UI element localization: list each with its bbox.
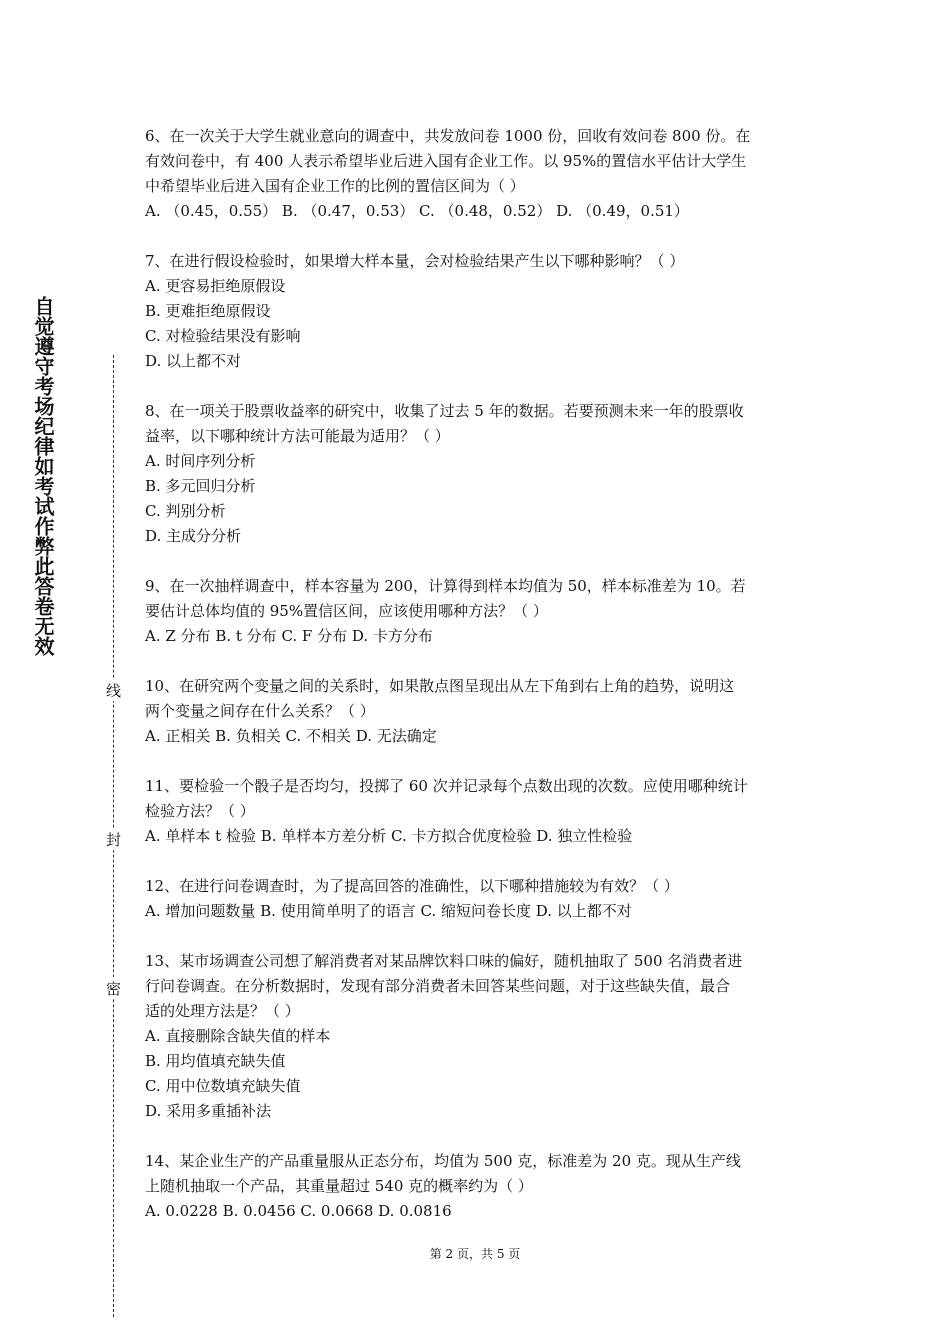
option-c: C. 判别分析	[145, 502, 226, 520]
question-12	[145, 874, 810, 924]
option-b: B. 更难拒绝原假设	[145, 302, 271, 320]
question-7	[145, 249, 810, 374]
question-stem-line: 行问卷调查。在分析数据时，发现有部分消费者未回答某些问题，对于这些缺失值，最合	[145, 977, 731, 995]
option-c: C. 用中位数填充缺失值	[145, 1077, 301, 1095]
question-options: A. （0.45，0.55） B. （0.47，0.53） C. （0.48，0.52） D. （0.49，0.51）	[145, 202, 689, 220]
question-6	[145, 124, 810, 224]
question-options: A. 增加问题数量 B. 使用简单明了的语言 C. 缩短问卷长度 D. 以上都不对	[145, 902, 632, 920]
question-14	[145, 1149, 810, 1224]
question-stem-line: 14、某企业生产的产品重量服从正态分布，均值为 500 克，标准差为 20 克。现从生产线	[145, 1152, 741, 1170]
option-a: A. 时间序列分析	[145, 452, 256, 470]
option-a: A. 更容易拒绝原假设	[145, 277, 286, 295]
page-number: 第 2 页，共 5 页	[429, 1247, 521, 1261]
question-stem-line: 7、在进行假设检验时，如果增大样本量，会对检验结果产生以下哪种影响？（ ）	[145, 252, 685, 270]
question-stem-line: 适的处理方法是？（ ）	[145, 1002, 300, 1020]
question-stem-line: 两个变量之间存在什么关系？（ ）	[145, 702, 375, 720]
binding-mark-seal: 封	[104, 828, 124, 850]
question-11	[145, 774, 810, 849]
question-10	[145, 674, 810, 749]
question-stem-line: 益率，以下哪种统计方法可能最为适用？（ ）	[145, 427, 450, 445]
question-stem-line: 6、在一次关于大学生就业意向的调查中，共发放问卷 1000 份，回收有效问卷 800 份。在	[145, 127, 751, 145]
question-stem-line: 检验方法？（ ）	[145, 802, 255, 820]
question-stem-line: 10、在研究两个变量之间的关系时，如果散点图呈现出从左下角到右上角的趋势，说明这	[145, 677, 735, 695]
question-options: A. 0.0228 B. 0.0456 C. 0.0668 D. 0.0816	[145, 1202, 452, 1220]
option-c: C. 对检验结果没有影响	[145, 327, 301, 345]
option-b: B. 用均值填充缺失值	[145, 1052, 286, 1070]
binding-mark-line: 线	[104, 679, 124, 701]
question-stem-line: 11、要检验一个骰子是否均匀，投掷了 60 次并记录每个点数出现的次数。应使用哪种统计	[145, 777, 748, 795]
question-options: A. 正相关 B. 负相关 C. 不相关 D. 无法确定	[145, 727, 437, 745]
question-options: A. 单样本 t 检验 B. 单样本方差分析 C. 卡方拟合优度检验 D. 独立性检验	[145, 827, 633, 845]
question-8	[145, 399, 810, 549]
option-d: D. 主成分分析	[145, 527, 242, 545]
question-stem-line: 9、在一次抽样调查中，样本容量为 200，计算得到样本均值为 50，样本标准差为 10。若	[145, 577, 746, 595]
question-stem-line: 有效问卷中，有 400 人表示希望毕业后进入国有企业工作。以 95%的置信水平估计大学生	[145, 152, 747, 170]
option-a: A. 直接删除含缺失值的样本	[145, 1027, 331, 1045]
question-stem-line: 中希望毕业后进入国有企业工作的比例的置信区间为（ ）	[145, 177, 525, 195]
question-9	[145, 574, 810, 649]
option-d: D. 采用多重插补法	[145, 1102, 272, 1120]
question-stem-line: 上随机抽取一个产品，其重量超过 540 克的概率约为（ ）	[145, 1177, 533, 1195]
option-b: B. 多元回归分析	[145, 477, 256, 495]
question-list	[145, 124, 810, 1249]
binding-mark-secret: 密	[104, 977, 124, 999]
exam-discipline-warning: 自觉遵守考场纪律如考试作弊此答卷无效	[31, 296, 55, 656]
option-d: D. 以上都不对	[145, 352, 242, 370]
question-stem-line: 12、在进行问卷调查时，为了提高回答的准确性，以下哪种措施较为有效？（ ）	[145, 877, 679, 895]
question-stem-line: 13、某市场调查公司想了解消费者对某品牌饮料口味的偏好，随机抽取了 500 名消费者进	[145, 952, 743, 970]
question-options: A. Z 分布 B. t 分布 C. F 分布 D. 卡方分布	[145, 627, 433, 645]
question-stem-line: 8、在一项关于股票收益率的研究中，收集了过去 5 年的数据。若要预测未来一年的股票收	[145, 402, 744, 420]
question-13	[145, 949, 810, 1124]
question-stem-line: 要估计总体均值的 95%置信区间，应该使用哪种方法？（ ）	[145, 602, 548, 620]
